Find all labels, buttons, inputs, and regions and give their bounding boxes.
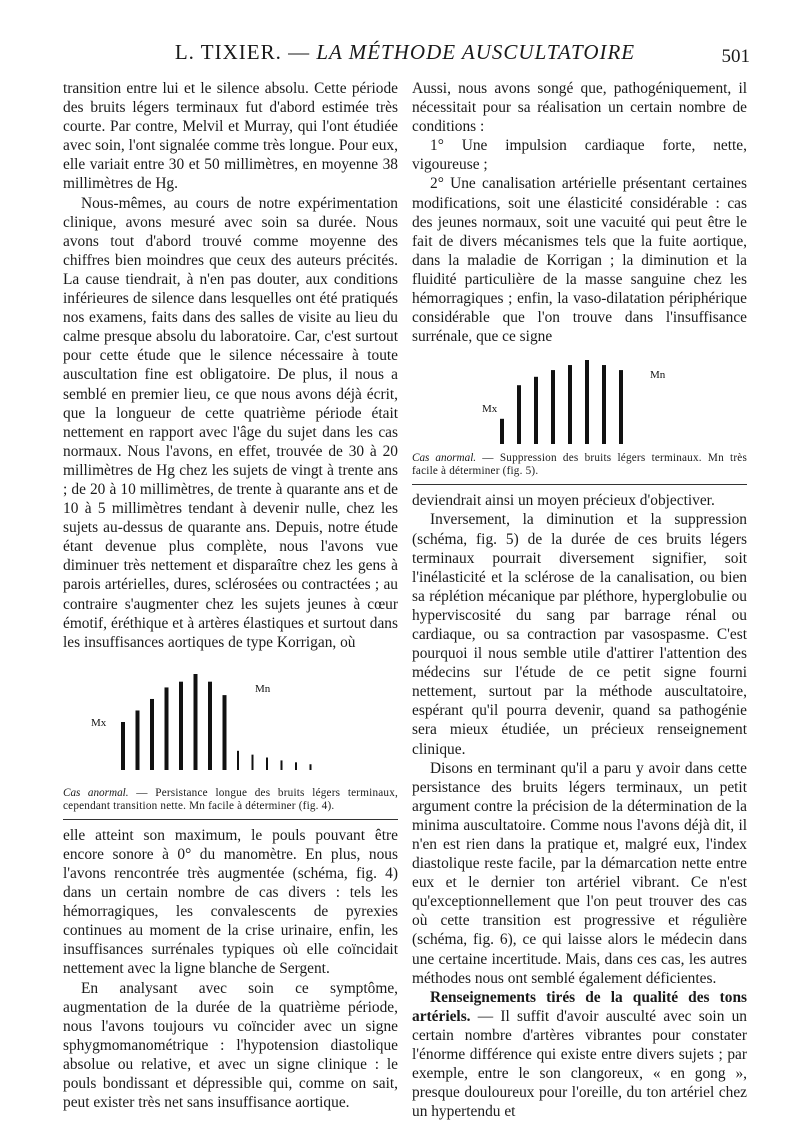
fig4-bar-10 [252,754,254,769]
left-paragraph-3: elle atteint son maximum, le pouls pouvant être encore sonore à 0° du manomètre. En plus, nous l'avons rencontrée très augmentée (schéma, fig. 4) dans un certain nombre de cas divers : tels les hémorragiques, les convalescents de pyrexies continues au moment de la crise urinaire, enfin, les insuffisances surrénales typiques où elle coïncidait nettement avec la ligne blanche de Sergent. [63,826,398,978]
left-paragraph-1: transition entre lui et le silence absolu. Cette période des bruits légers terminaux fut d'abord estimée très courte. Par contre, Melvil et Murray, qui l'ont étudiée avec soin, l'ont signalée comme très longue. Pour eux, elle variait entre 30 et 50 millimètres, en moyenne 38 millimètres de Hg. [63,80,398,193]
right-paragraph-1: Aussi, nous avons songé que, pathogéniquement, il nécessitait pour sa réalisation un certain nombre de conditions : [412,80,747,136]
fig5-bar-5 [568,365,572,444]
fig4-bar-3 [150,699,154,770]
page-header [60,40,750,74]
conditions-list [412,136,747,346]
fig5-mn-label: Mn [650,369,666,382]
figure-4 [63,658,398,783]
right-column [412,79,747,1121]
figure-5 [412,352,747,448]
page-number: 501 [721,46,750,67]
fig4-bar-6 [194,674,198,770]
figure-5-schema [412,352,747,448]
fig4-bar-14 [310,764,312,770]
fig4-bar-2 [136,710,140,770]
fig4-mx-label: Mx [91,716,107,729]
right-paragraph-5 [412,988,747,1122]
fig4-caption-text: — Persistance longue des bruits légers terminaux, cependant transition nette. Mn facile à déterminer (fig. 4). [63,786,398,812]
fig5-bar-3 [534,377,538,444]
fig5-bar-4 [551,370,555,444]
fig4-bar-9 [237,751,239,770]
fig4-caption-label: Cas anormal. [63,786,129,799]
fig4-bar-7 [208,681,212,769]
fig4-bar-12 [281,760,283,770]
left-paragraph-4: En analysant avec soin ce symptôme, augmentation de la durée de la quatrième période, nous l'avons toujours vu coïncider avec un signe sphygmomanométrique : l'hypotension diastolique absolue ou relative, et avec un signe clinique : le pouls bondissant et dépressible qui, comme on sait, peut exister très net sans insuffisance aortique. [63,979,398,1112]
condition-item-2: 2° Une canalisation artérielle présentant certaines modifications, soit une élasticité considérable : cas des jeunes normaux, soit une vacuité qui peut être le fait de divers mécanismes tels que la fuite aortique, dans la maladie de Korrigan ; la diminution et la fluidité particulière de la masse sanguine chez les hémorragiques ; enfin, la vaso-dilatation périphérique considérable que l'on trouve dans l'insuffisance surrénale, que ce signe [412,175,747,346]
running-author: L. TIXIER. [174,40,282,64]
fig4-bar-1 [121,722,125,770]
right-paragraph-5-text: — Il suffit d'avoir ausculté avec soin un certain nombre d'artères vibrantes pour constater l'énorme différence qui existe entre divers sujets ; par exemple, entre le son clangoreux, « en gong », presque douloureux pour l'oreille, du ton artériel chez un hypertendu et [412,1007,747,1121]
fig4-bar-11 [266,757,268,769]
running-title [60,40,750,65]
fig5-bar-6 [585,360,589,444]
section-heading: Renseignements tirés de la qualité des tons artériels. [412,988,747,1025]
fig5-bar-7 [602,365,606,444]
fig4-mn-label: Mn [255,682,271,695]
title-dash: — [281,40,317,64]
figure-4-caption [63,787,398,813]
fig5-bar-1 [500,419,504,444]
fig5-mx-label: Mx [482,403,498,416]
right-paragraph-2: deviendrait ainsi un moyen précieux d'objectiver. [412,492,715,510]
figure-5-rule [412,484,747,485]
left-paragraph-2: Nous-mêmes, au cours de notre expérimentation clinique, avons mesuré avec soin sa durée. Nous avons tout d'abord trouvé comme moyenne des chiffres bien moindres que ceux des auteurs précités. La cause tiendrait, à n'en pas douter, aux conditions inférieures de silence dans lesquelles ont été pratiqués nos examens, faits dans des salles de visite au lieu du calme presque absolu du laboratoire. Car, c'est surtout pour cette étude que le silence nécessaire à toute auscultation fine est obligatoire. De plus, il nous a semblé en premier lieu, ce que nous avons déjà écrit, que la longueur de cette quatrième période était nettement en rapport avec l'âge du sujet dans les cas normaux. Nous l'avons, en effet, trouvée de 30 à 20 millimètres de Hg chez les sujets de vingt à trente ans ; de 20 à 10 millimètres, de trente à quarante ans et de 10 à 5 millimètres tendant à devenir nulle, chez les sujets au-dessus de quarante ans. Depuis, notre étude étant devenue plus complète, nous l'avons vue diminuer très nettement et disparaître chez les gens à parois artérielles, dures, sclérosées ou contractées ; au contraire s'augmenter chez les sujets jeunes à cœur émotif, éréthique et à artères élastiques et surtout dans les insuffisances aortiques de type Korrigan, où [63,194,398,651]
figure-5-caption [412,452,747,478]
fig5-caption-text: — Suppression des bruits légers terminaux. Mn très facile à déterminer (fig. 5). [412,452,747,478]
fig4-bar-13 [295,762,297,770]
running-work-title: LA MÉTHODE AUSCULTATOIRE [316,40,636,64]
right-paragraph-4: Disons en terminant qu'il a paru y avoir dans cette persistance des bruits légers terminaux, un petit argument contre la précision de la détermination de la minima auscultatoire. Comme nous l'avons déjà dit, il n'en est rien dans la pratique et, malgré eux, l'index diastolique reste facile, par la démarcation nette entre eux et le dernier ton artériel vibrant. Ce n'est qu'exceptionnellement que l'on peut trouver des cas où cette transition est progressive et régulière (schéma, fig. 6), ce qui laisse alors le médecin dans une certaine incertitude. Mais, dans ces cas, les autres méthodes nous ont semblé également déficientes. [412,759,747,987]
fig4-bar-4 [165,687,169,770]
fig5-bar-8 [619,370,623,444]
right-paragraph-3: Inversement, la diminution et la suppression (schéma, fig. 5) de la durée de ces bruits légers terminaux pourrait diversement signifier, soit l'inélasticité et la sclérose de la canalisation, ou bien sa réplétion mécanique par pléthore, hyperglobulie ou hyperviscosité du sang par barrage rénal ou cardiaque, ou sa contraction par vasospasme. C'est pourquoi il nous semble utile d'attirer l'attention des médecins sur l'étude de ce petit signe fourni nettement, surtout par la méthode auscultatoire, espérant qu'il pourra devenir, quand sa pathogénie sera mieux étudiée, un précieux renseignement clinique. [412,511,747,758]
fig5-bar-2 [517,386,521,445]
condition-item-1: 1° Une impulsion cardiaque forte, nette, vigoureuse ; [412,137,747,174]
fig5-caption-label: Cas anormal. [412,452,477,465]
left-column [63,79,398,1112]
fig4-bar-5 [179,681,183,769]
figure-4-rule [63,819,398,820]
fig4-bar-8 [223,695,227,770]
figure-4-schema [63,658,398,783]
